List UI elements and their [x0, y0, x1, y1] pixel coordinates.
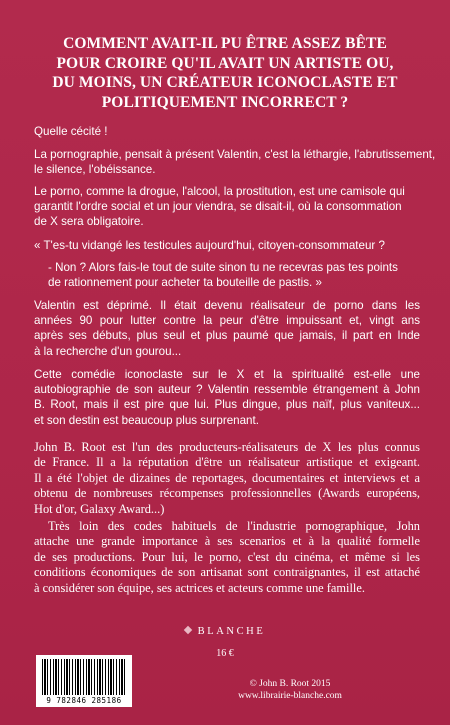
blurb-paragraph	[34, 184, 420, 230]
text-line: Valentin est déprimé. Il était devenu réalisateur de porno dans les	[34, 299, 420, 312]
headline	[30, 34, 420, 112]
text-line: Très loin des codes habituels de l'industrie pornographique, John	[48, 519, 420, 533]
text-line: La pornographie, pensait à présent Valentin, c'est la léthargie, l'abrutissement,	[34, 148, 436, 161]
headline-line: POLITIQUEMENT INCORRECT ?	[101, 93, 349, 111]
text-line: à la recherche d'un gourou...	[34, 344, 182, 358]
website-text: www.librairie-blanche.com	[238, 691, 342, 701]
blurb-paragraph	[34, 238, 420, 253]
diamond-icon	[183, 626, 191, 634]
text-line: Quelle cécité !	[34, 125, 108, 138]
publisher-name: BLANCHE	[197, 626, 266, 637]
text-line: B. Root, mais il est pire que lui. Plus dingue, plus naïf, plus vaniteux...	[34, 398, 420, 412]
blurb-paragraph	[34, 260, 420, 290]
text-line: Le porno, comme la drogue, l'alcool, la prostitution, est une camisole qui	[34, 185, 405, 198]
text-line: Hot d'or, Galaxy Award...)	[34, 501, 165, 516]
text-line: « T'es-tu vidangé les testicules aujourd'hui, citoyen-consommateur ?	[34, 239, 385, 252]
text-line: et son destin est beaucoup plus surprenant.	[34, 413, 259, 427]
text-line: attache une grande importance à ses scenarios et à la qualité formelle	[34, 534, 420, 549]
barcode-bars	[42, 659, 126, 695]
publisher-logo	[0, 626, 450, 637]
headline-line: COMMENT AVAIT-IL PU ÊTRE ASSEZ BÊTE	[63, 35, 387, 52]
headline-line: DU MOINS, UN CRÉATEUR ICONOCLASTE ET	[52, 74, 398, 91]
text-line: John B. Root est l'un des producteurs-réalisateurs de X les plus connus	[34, 440, 420, 454]
text-line: conditions économiques de son artisanat sont contraignantes, il est attaché	[34, 565, 420, 580]
price: 16 €	[216, 648, 234, 659]
blurb-paragraph	[34, 298, 420, 359]
text-line: obtenu de nombreuses récompenses professionnelles (Awards européens,	[34, 486, 420, 501]
text-line: à considérer son équipe, ses actrices et acteurs comme une famille.	[34, 580, 365, 595]
headline-line: POUR CROIRE QU'IL AVAIT UN ARTISTE OU,	[56, 54, 394, 72]
text-line: le silence, l'obéissance.	[34, 163, 156, 177]
text-line: garantit l'ordre social et un jour viendra, se disait-il, où la consommation	[34, 200, 402, 214]
text-line: Cette comédie iconoclaste sur le X et la spiritualité est-elle une	[34, 368, 420, 381]
copyright-block	[140, 678, 440, 702]
text-line: autobiographie de son auteur ? Valentin ressemble étrangement à John	[34, 383, 420, 397]
isbn-number: 9 782846 285186	[46, 696, 122, 705]
author-bio-paragraph	[34, 440, 420, 517]
blurb-paragraph	[34, 367, 420, 428]
text-line: - Non ? Alors fais-le tout de suite sinon tu ne recevras pas tes points	[48, 261, 398, 274]
text-line: de France. Il a la réputation d'être un réalisateur artistique et exigeant.	[34, 455, 420, 470]
text-line: Il a été l'objet de dizaines de reportages, documentaires et interviews et a	[34, 470, 420, 485]
text-line: de ses productions. Pour lui, le porno, c'est du cinéma, et même si les	[34, 549, 420, 564]
text-line: de rationnement pour acheter ta bouteille de pastis. »	[48, 276, 322, 290]
author-bio-paragraph	[34, 519, 420, 596]
blurb-paragraph	[34, 124, 420, 139]
copyright-text: © John B. Root 2015	[249, 679, 331, 689]
text-line: années 90 pour lutter contre la peur d'être impuissant et, vingt ans	[34, 314, 420, 328]
text-line: après ses débuts, plus seul et plus paumé que jamais, il part en Inde	[34, 329, 420, 343]
text-line: de X sera obligatoire.	[34, 215, 144, 229]
isbn-barcode	[36, 655, 132, 707]
blurb-paragraph	[34, 147, 436, 177]
